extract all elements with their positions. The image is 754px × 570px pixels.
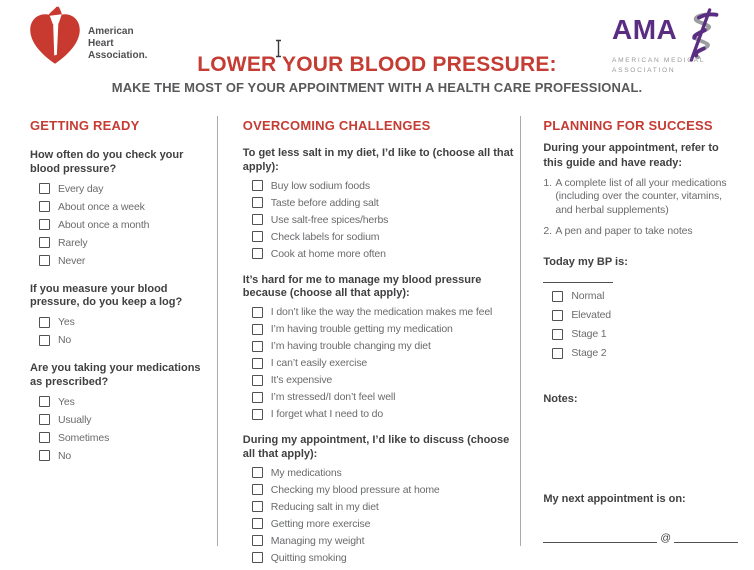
checkbox-group [243, 180, 521, 260]
heading-getting-ready: GETTING READY [30, 118, 140, 133]
ama-caduceus-icon [677, 8, 723, 62]
checkbox-option [252, 214, 521, 226]
checkbox[interactable] [252, 501, 263, 512]
question-block [30, 149, 209, 267]
checkbox[interactable] [252, 392, 263, 403]
ama-subtext-line: AMERICAN MEDICAL [612, 57, 706, 64]
checkbox-option [252, 306, 521, 318]
checkbox-label: Rarely [58, 236, 88, 249]
checkbox-group [543, 290, 738, 359]
checkbox-option [39, 334, 209, 346]
text-cursor-icon [273, 39, 284, 63]
numbered-item-number: 1. [543, 176, 552, 189]
checkbox[interactable] [39, 317, 50, 328]
checkbox-option [252, 501, 521, 513]
question-block [243, 147, 521, 260]
ama-logo [612, 8, 742, 76]
checkbox[interactable] [252, 324, 263, 335]
checkbox[interactable] [552, 291, 563, 302]
checkbox-option [252, 391, 521, 403]
document-header [0, 0, 754, 112]
checkbox-option [39, 237, 209, 249]
checkbox-group [30, 183, 209, 267]
checkbox-label: Buy low sodium foods [270, 179, 370, 192]
checkbox-label: I’m stressed/I don’t feel well [270, 391, 396, 403]
planning-intro: During your appointment, refer to this guide and have ready: [543, 142, 719, 169]
checkbox-option [252, 552, 521, 564]
checkbox[interactable] [552, 329, 563, 340]
checkbox-option [39, 396, 209, 408]
checkbox-option [39, 255, 209, 267]
page-title: LOWER YOUR BLOOD PRESSURE: [197, 53, 557, 76]
checkbox[interactable] [252, 307, 263, 318]
checkbox[interactable] [252, 518, 263, 529]
ama-subtext-line: ASSOCIATION [612, 67, 676, 75]
checkbox-option [252, 357, 521, 369]
checkbox-option [39, 201, 209, 213]
checkbox-label: Use salt-free spices/herbs [270, 213, 389, 226]
heading-planning-for-success: PLANNING FOR SUCCESS [543, 118, 713, 133]
numbered-item [543, 225, 738, 239]
checkbox-option [552, 309, 738, 321]
checkbox-label: Checking my blood pressure at home [270, 483, 440, 496]
checkbox-label: Managing my weight [270, 534, 365, 547]
checkbox[interactable] [252, 214, 263, 225]
checkbox-option [552, 290, 738, 302]
checkbox-group [243, 467, 521, 564]
checkbox-label: I’m having trouble getting my medication [270, 323, 453, 335]
question: How often do you check your blood pressure? [30, 149, 184, 175]
checkbox[interactable] [252, 358, 263, 369]
checkbox[interactable] [39, 335, 50, 346]
checkbox[interactable] [39, 396, 50, 407]
bp-write-in-blank[interactable] [543, 272, 613, 283]
question: It’s hard for me to manage my blood pressure because (choose all that apply): [242, 273, 482, 300]
checkbox[interactable] [252, 341, 263, 352]
checkbox-option [252, 180, 521, 192]
checkbox-label: No [58, 449, 72, 462]
question-block [243, 434, 521, 564]
checkbox-label: I forget what I need to do [270, 408, 384, 420]
checkbox-label: Sometimes [58, 431, 110, 444]
numbered-item [543, 177, 738, 218]
checkbox-option [39, 183, 209, 195]
ama-acronym: AMA [612, 14, 678, 45]
question-block [30, 283, 209, 347]
checkbox-label: I don’t like the way the medication makes me feel [270, 306, 493, 318]
numbered-item-text: A pen and paper to take notes [555, 224, 693, 237]
checkbox-label: About once a week [58, 200, 145, 213]
checkbox[interactable] [252, 467, 263, 478]
checkbox-label: Normal [571, 290, 605, 303]
question: If you measure your blood pressure, do you keep a log? [30, 282, 183, 309]
checkbox-label: Check labels for sodium [270, 230, 380, 243]
checkbox[interactable] [552, 348, 563, 359]
checkbox[interactable] [39, 255, 50, 266]
checkbox-label: I can’t easily exercise [270, 357, 368, 369]
checkbox-label: Yes [58, 316, 75, 328]
checkbox[interactable] [39, 201, 50, 212]
checkbox-label: No [58, 334, 72, 346]
checkbox-option [252, 467, 521, 479]
checkbox-option [252, 484, 521, 496]
checkbox-label: Taste before adding salt [270, 196, 379, 209]
checkbox-option [39, 450, 209, 462]
checkbox-option [39, 316, 209, 328]
aha-name-line: Heart [88, 38, 114, 49]
column-getting-ready [30, 112, 217, 570]
checkbox-option [39, 432, 209, 444]
checkbox-option [252, 197, 521, 209]
checkbox[interactable] [552, 310, 563, 321]
checkbox[interactable] [39, 432, 50, 443]
checkbox-option [252, 323, 521, 335]
checkbox[interactable] [252, 231, 263, 242]
checkbox-group [30, 316, 209, 346]
numbered-item-number: 2. [543, 224, 552, 237]
checkbox-label: Elevated [571, 309, 611, 322]
checkbox-label: Getting more exercise [270, 517, 371, 530]
checkbox-label: About once a month [58, 218, 150, 231]
checkbox-label: Stage 2 [571, 347, 607, 360]
numbered-item-text: A complete list of all your medications (including over the counter, vitamins, and herbal supplements) [555, 176, 727, 216]
checkbox-option [252, 340, 521, 352]
appointment-time-blank[interactable] [674, 531, 738, 543]
notes-label: Notes: [543, 393, 578, 406]
checkbox-option [252, 374, 521, 386]
checkbox-label: Usually [58, 413, 92, 426]
checkbox[interactable] [252, 197, 263, 208]
checkbox-label: Reducing salt in my diet [270, 500, 379, 513]
appointment-date-blank[interactable] [543, 531, 657, 543]
checkbox[interactable] [252, 248, 263, 259]
content-columns [0, 112, 754, 570]
question: To get less salt in my diet, I’d like to (choose all that apply): [242, 147, 514, 173]
checkbox[interactable] [252, 484, 263, 495]
checkbox[interactable] [252, 409, 263, 420]
appointment-line [543, 531, 738, 543]
column-overcoming-challenges [218, 112, 521, 570]
checkbox-label: My medications [270, 466, 342, 479]
checkbox[interactable] [39, 219, 50, 230]
bp-label: Today my BP is: [543, 256, 628, 269]
checkbox-label: It’s expensive [270, 374, 333, 386]
checkbox-option [552, 328, 738, 340]
aha-name-line: American [88, 26, 134, 37]
checkbox[interactable] [39, 450, 50, 461]
checkbox-option [39, 219, 209, 231]
question: Are you taking your medications as prescribed? [30, 362, 201, 388]
checkbox-option [252, 535, 521, 547]
question-block [30, 362, 209, 462]
checkbox-group [30, 396, 209, 462]
question-block [243, 274, 521, 421]
checkbox[interactable] [252, 535, 263, 546]
checkbox-label: Stage 1 [571, 328, 607, 341]
at-symbol: @ [660, 531, 671, 544]
column-planning-for-success [521, 112, 738, 570]
checkbox[interactable] [39, 414, 50, 425]
checkbox-option [252, 248, 521, 260]
checkbox[interactable] [39, 183, 50, 194]
appointment-label: My next appointment is on: [543, 493, 686, 506]
checkbox-group [243, 306, 521, 420]
checkbox-label: Yes [58, 395, 75, 408]
heading-overcoming-challenges: OVERCOMING CHALLENGES [242, 118, 431, 133]
page-subtitle: MAKE THE MOST OF YOUR APPOINTMENT WITH A HEALTH CARE PROFESSIONAL. [111, 80, 643, 95]
checkbox-option [252, 231, 521, 243]
checkbox-label: I’m having trouble changing my diet [270, 340, 431, 352]
checkbox[interactable] [252, 552, 263, 563]
checkbox-option [39, 414, 209, 426]
checkbox-label: Cook at home more often [270, 247, 386, 260]
question: During my appointment, I’d like to discuss (choose all that apply): [242, 434, 510, 460]
checkbox[interactable] [252, 180, 263, 191]
checkbox-label: Never [58, 254, 86, 267]
checkbox-option [552, 347, 738, 359]
checkbox[interactable] [252, 375, 263, 386]
aha-name-line: Association. [88, 50, 148, 61]
checkbox[interactable] [39, 237, 50, 248]
checkbox-label: Quitting smoking [270, 551, 347, 564]
checkbox-option [252, 408, 521, 420]
checkbox-label: Every day [58, 182, 104, 195]
checkbox-option [252, 518, 521, 530]
